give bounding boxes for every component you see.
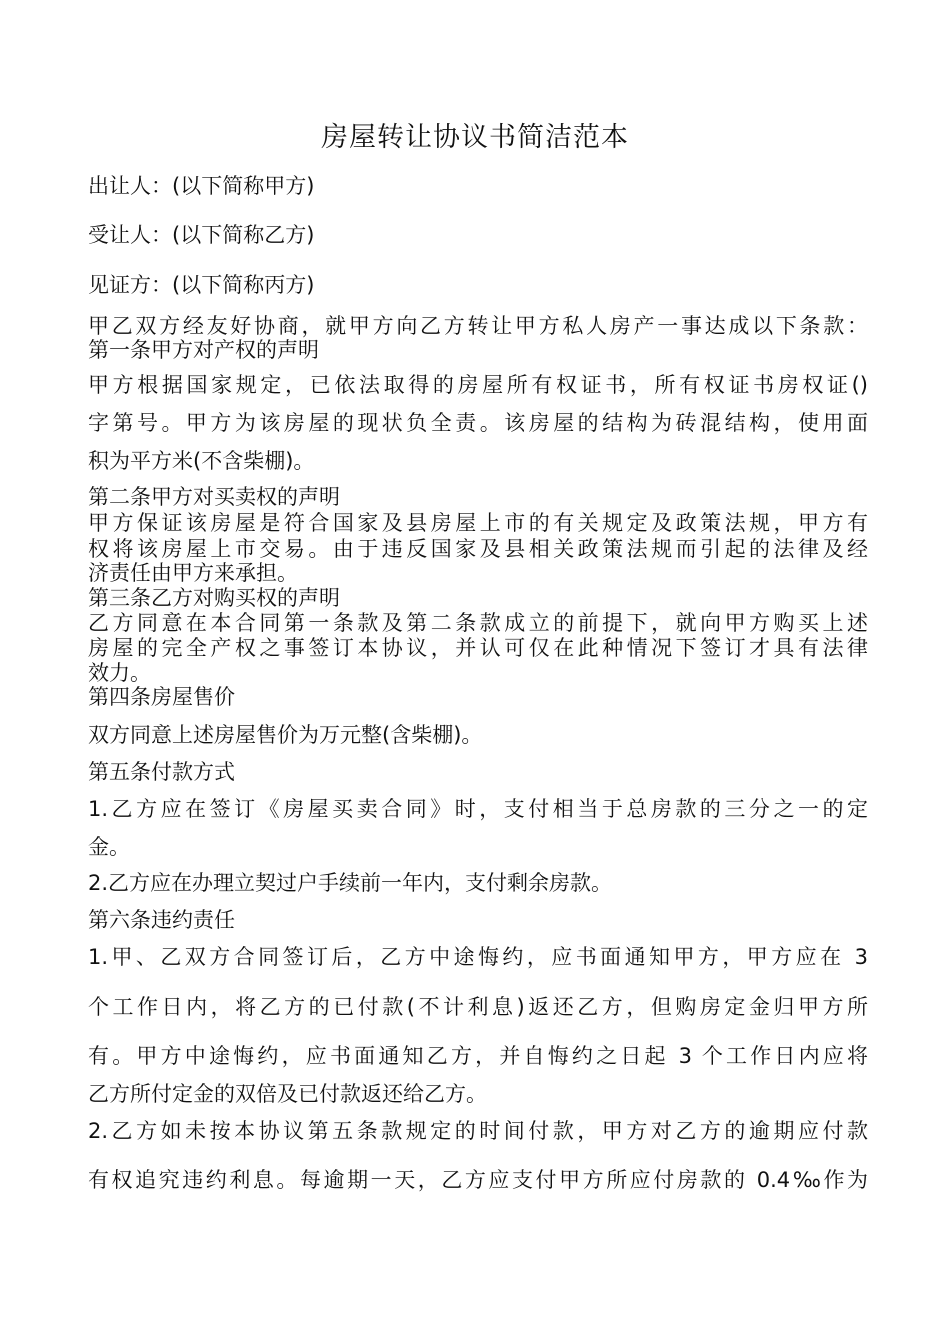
clause-2-body-line-1: 甲方保证该房屋是符合国家及县房屋上市的有关规定及政策法规，甲方有 <box>88 511 868 535</box>
clause-6-item-1-line-3: 有。甲方中途悔约，应书面通知乙方，并自悔约之日起 3 个工作日内应将 <box>88 1044 868 1068</box>
clause-5-heading: 第五条付款方式 <box>88 760 235 784</box>
clause-5-item-1-line-1: 1.乙方应在签订《房屋买卖合同》时，支付相当于总房款的三分之一的定 <box>88 797 868 821</box>
clause-3-body-line-2: 房屋的完全产权之事签订本协议，并认可仅在此种情况下签订才具有法律 <box>88 636 868 660</box>
clause-3-heading: 第三条乙方对购买权的声明 <box>88 586 340 610</box>
clause-4-body: 双方同意上述房屋售价为万元整(含柴棚)。 <box>88 723 483 747</box>
clause-4-heading: 第四条房屋售价 <box>88 685 235 709</box>
clause-2-body-line-3: 济责任由甲方来承担。 <box>88 561 298 585</box>
clause-1-heading: 第一条甲方对产权的声明 <box>88 338 319 362</box>
clause-6-item-1-line-1: 1.甲、乙双方合同签订后，乙方中途悔约，应书面通知甲方，甲方应在 3 <box>88 945 868 969</box>
clause-6-item-2-line-1: 2.乙方如未按本协议第五条款规定的时间付款，甲方对乙方的逾期应付款 <box>88 1119 868 1143</box>
document-title: 房屋转让协议书简洁范本 <box>321 122 629 153</box>
clause-2-heading: 第二条甲方对买卖权的声明 <box>88 485 340 509</box>
seller-line: 出让人：(以下简称甲方) <box>88 174 315 198</box>
clause-1-body-line-3: 积为平方米(不含柴棚)。 <box>88 449 315 473</box>
clause-6-item-1-line-2: 个工作日内，将乙方的已付款(不计利息)返还乙方，但购房定金归甲方所 <box>88 995 868 1019</box>
clause-5-item-1-line-2: 金。 <box>88 835 130 859</box>
buyer-line: 受让人：(以下简称乙方) <box>88 223 315 247</box>
preamble-line: 甲乙双方经友好协商，就甲方向乙方转让甲方私人房产一事达成以下条款： <box>88 314 868 338</box>
clause-6-item-1-line-4: 乙方所付定金的双倍及已付款返还给乙方。 <box>88 1082 487 1106</box>
clause-3-body-line-3: 效力。 <box>88 661 151 685</box>
clause-2-body-line-2: 权将该房屋上市交易。由于违反国家及县相关政策法规而引起的法律及经 <box>88 537 868 561</box>
clause-5-item-2: 2.乙方应在办理立契过户手续前一年内，支付剩余房款。 <box>88 871 613 895</box>
clause-1-body-line-1: 甲方根据国家规定，已依法取得的房屋所有权证书，所有权证书房权证() <box>88 373 868 397</box>
clause-1-body-line-2: 字第号。甲方为该房屋的现状负全责。该房屋的结构为砖混结构，使用面 <box>88 411 868 435</box>
clause-6-item-2-line-2: 有权追究违约利息。每逾期一天，乙方应支付甲方所应付房款的 0.4‰作为 <box>88 1168 868 1192</box>
witness-line: 见证方：(以下简称丙方) <box>88 273 315 297</box>
clause-6-heading: 第六条违约责任 <box>88 908 235 932</box>
clause-3-body-line-1: 乙方同意在本合同第一条款及第二条款成立的前提下，就向甲方购买上述 <box>88 611 868 635</box>
